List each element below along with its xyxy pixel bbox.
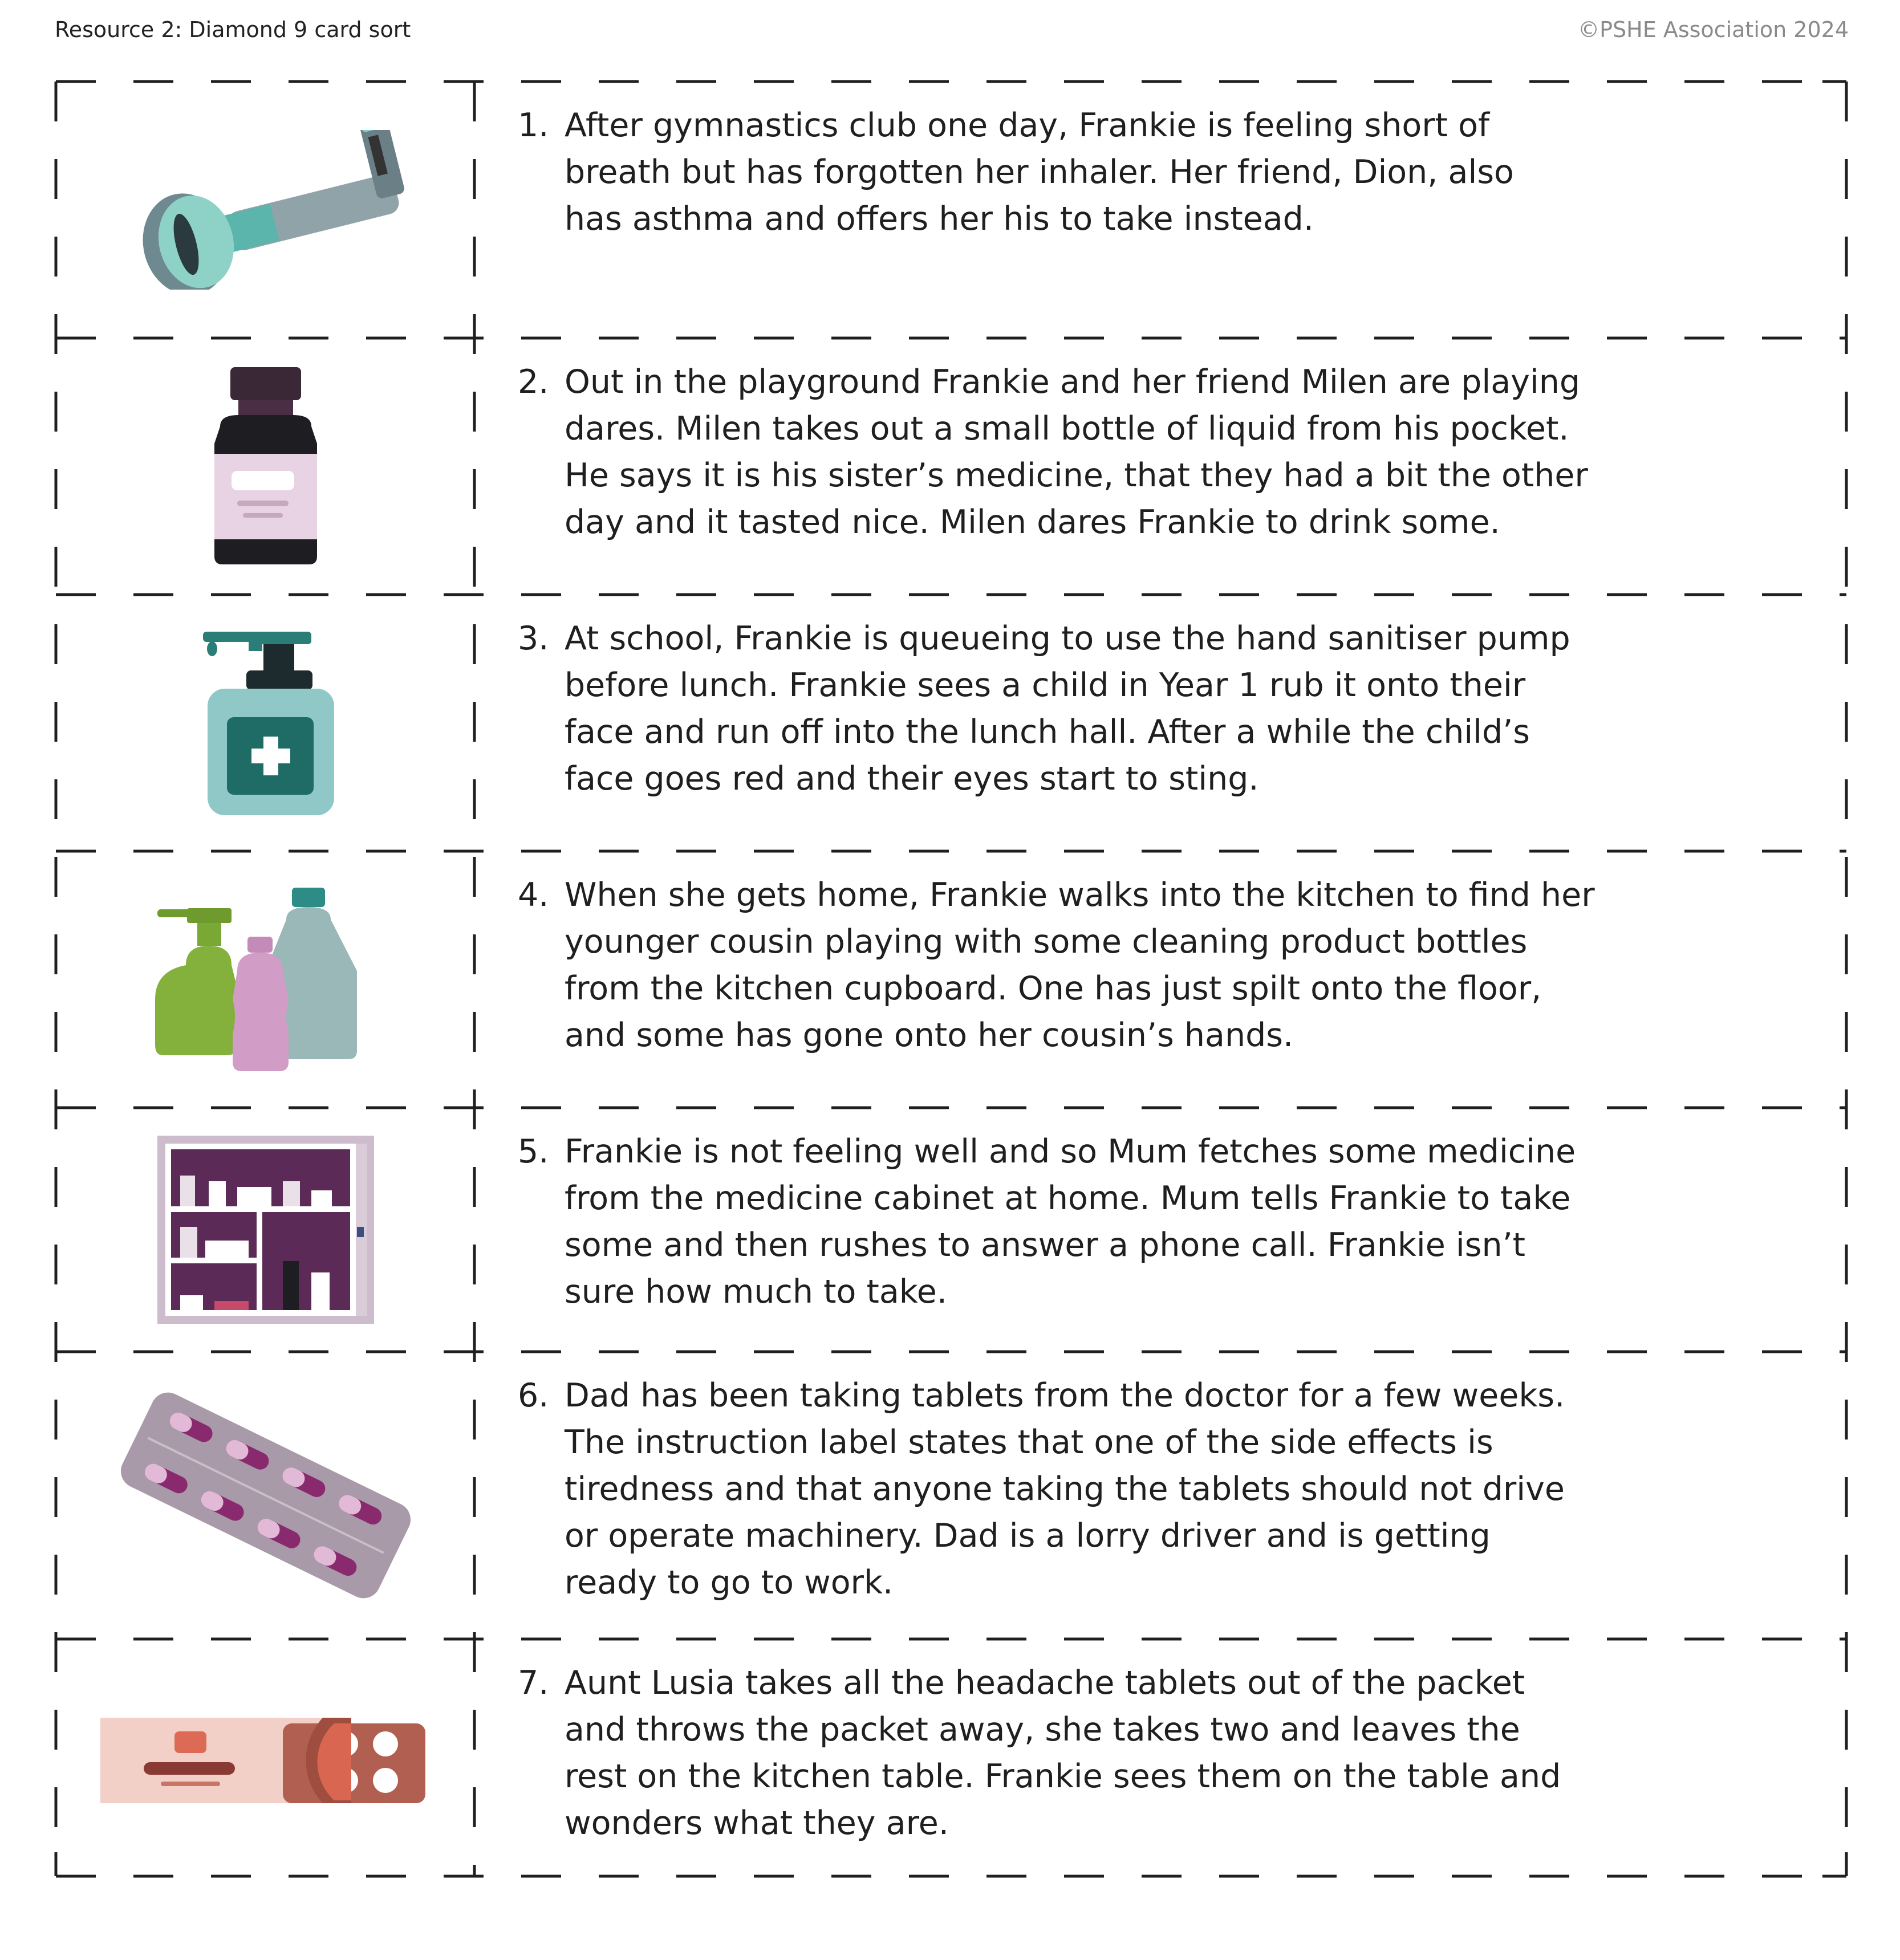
card-1-image	[56, 82, 476, 338]
card-1-text: After gymnastics club one day, Frankie is feeling short of breath but has forgotten her inhaler. Her friend, Dion, also has asthma and offers her his to take instead.	[565, 107, 1514, 238]
card-2-number: 2.	[518, 363, 549, 401]
card-6-text: Dad has been taking tablets from the doctor for a few weeks. The instruction label states that one of the side effects is tiredness and that anyone taking the tablets should not drive or operate machinery. Dad is a lorry driver and is getting ready to go to work.	[565, 1377, 1565, 1601]
card-1	[56, 82, 1846, 338]
tablet-blister-pack-icon	[100, 1381, 431, 1609]
card-7	[56, 1639, 1846, 1876]
card-5-image	[56, 1108, 476, 1352]
cleaning-bottles-icon	[152, 885, 380, 1073]
card-4	[56, 851, 1846, 1108]
card-5	[56, 1108, 1846, 1352]
card-3-text: At school, Frankie is queueing to use the hand sanitiser pump before lunch. Frankie sees a child in Year 1 rub it onto their face and run off into the lunch hall. After a while the child’s face goes red and their eyes start to sting.	[565, 620, 1570, 798]
hand-sanitiser-icon	[192, 626, 340, 820]
card-5-text: Frankie is not feeling well and so Mum fetches some medicine from the medicine cabinet at home. Mum tells Frankie to take some and then rushes to answer a phone call. Frankie isn’t sure how much to take.	[565, 1133, 1576, 1311]
card-3-image	[56, 595, 476, 851]
card-6-number: 6.	[518, 1377, 549, 1414]
card-3	[56, 595, 1846, 851]
card-7-text: Aunt Lusia takes all the headache tablets out of the packet and throws the packet away, she takes two and leaves the rest on the kitchen table. Frankie sees them on the table and wonders what they are.	[565, 1664, 1561, 1842]
card-2	[56, 338, 1846, 595]
card-6-image	[56, 1352, 476, 1639]
card-2-text: Out in the playground Frankie and her friend Milen are playing dares. Milen takes out a small bottle of liquid from his pocket. He says it is his sister’s medicine, that they had a bit the other day and it tasted nice. Milen dares Frankie to drink some.	[565, 363, 1588, 541]
inhaler-icon	[95, 130, 437, 290]
card-5-number: 5.	[518, 1133, 549, 1170]
card-4-image	[56, 851, 476, 1108]
card-6	[56, 1352, 1846, 1639]
card-3-number: 3.	[518, 620, 549, 657]
card-4-number: 4.	[518, 876, 549, 914]
card-1-number: 1.	[518, 107, 549, 144]
card-4-text: When she gets home, Frankie walks into the kitchen to find her younger cousin playing with some cleaning product bottles from the kitchen cupboard. One has just spilt onto the floor, and some has gone onto her cousin’s hands.	[565, 876, 1595, 1054]
medicine-bottle-icon	[197, 364, 334, 569]
document-title: Resource 2: Diamond 9 card sort	[55, 17, 411, 42]
copyright-notice: ©PSHE Association 2024	[1578, 17, 1849, 42]
card-2-image	[56, 338, 476, 595]
medicine-cabinet-icon	[157, 1136, 374, 1324]
headache-tablets-packet-icon	[95, 1706, 437, 1809]
card-7-number: 7.	[518, 1664, 549, 1702]
card-7-image	[56, 1639, 476, 1876]
